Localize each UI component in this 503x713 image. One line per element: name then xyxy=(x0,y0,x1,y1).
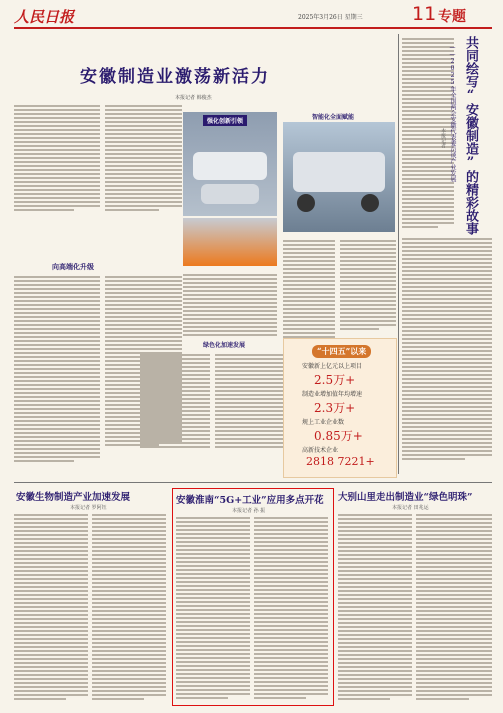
stats-title: “十四五”以来 xyxy=(312,345,371,358)
masthead-logo: 人民日报 xyxy=(14,8,75,26)
stats-line-4: 高新技术企业 xyxy=(302,447,339,454)
middle-text-col-2 xyxy=(140,352,210,450)
left-lower-text xyxy=(14,274,100,464)
middle-text-col-1 xyxy=(183,272,277,338)
masthead-rule xyxy=(14,27,492,29)
bottom-right-text-2 xyxy=(416,512,492,702)
stats-line-1: 安徽新上亿元以上项目 xyxy=(302,363,363,370)
bottom-center-text xyxy=(176,515,250,701)
photo-caption-top: 强化创新引领 xyxy=(203,115,247,126)
stats-value-1: 2.5万+ xyxy=(314,373,356,387)
masthead-date: 2025年3月26日 星期三 xyxy=(298,14,363,21)
car-chassis-photo xyxy=(283,122,395,232)
photo-caption-mid: 智能化全面赋能 xyxy=(312,114,355,121)
center-right-text-2 xyxy=(340,238,396,332)
middle-text-col-3 xyxy=(215,352,285,450)
main-byline: 本报记者 韩俊杰 xyxy=(175,95,212,101)
bottom-center-byline: 本报记者 孙 振 xyxy=(232,508,266,514)
stats-value-2: 2.3万+ xyxy=(314,401,356,415)
page-section: 专题 xyxy=(438,9,466,25)
stats-line-3: 规上工业企业数 xyxy=(302,419,345,426)
bottom-left-text xyxy=(14,512,88,702)
bottom-center-text-2 xyxy=(254,515,328,701)
right-col-lower-text xyxy=(402,236,492,462)
right-column-divider xyxy=(398,34,399,474)
bottom-divider xyxy=(14,482,492,483)
left-text-block xyxy=(14,103,100,213)
page-number: 11 xyxy=(412,3,437,25)
photo-caption-low: 绿色化加速发展 xyxy=(203,342,246,349)
bottom-left-byline: 本报记者 罗阿钰 xyxy=(70,505,107,511)
stats-value-4: 2818 7221+ xyxy=(306,455,375,468)
side-subtitle: ——2025年全国两会安徽代表委员谈产业发展 xyxy=(449,44,456,182)
bottom-center-title: 安徽淮南“5G+工业”应用多点开花 xyxy=(176,495,324,506)
factory-photo xyxy=(183,112,277,216)
stats-box xyxy=(283,338,397,478)
robot-photo xyxy=(183,218,277,266)
bottom-left-title: 安徽生物制造产业加速发展 xyxy=(16,492,131,503)
stats-value-3: 0.85万+ xyxy=(314,429,363,443)
bottom-right-text xyxy=(338,512,412,702)
main-headline: 安徽制造业激荡新活力 xyxy=(80,67,270,87)
bottom-left-text-2 xyxy=(92,512,166,702)
side-title: 共同绘写“安徽制造”的精彩故事 xyxy=(463,36,478,235)
bottom-right-byline: 本报记者 田兆运 xyxy=(392,505,429,511)
sub-heading-upgrade: 向高端化升级 xyxy=(52,262,94,271)
stats-line-2: 制造业增加值年均增速 xyxy=(302,391,363,398)
side-byline: 本报记者 xyxy=(440,128,446,148)
left-text-block-2 xyxy=(105,103,182,213)
bottom-right-title: 大别山里走出制造业“绿色明珠” xyxy=(338,492,473,503)
